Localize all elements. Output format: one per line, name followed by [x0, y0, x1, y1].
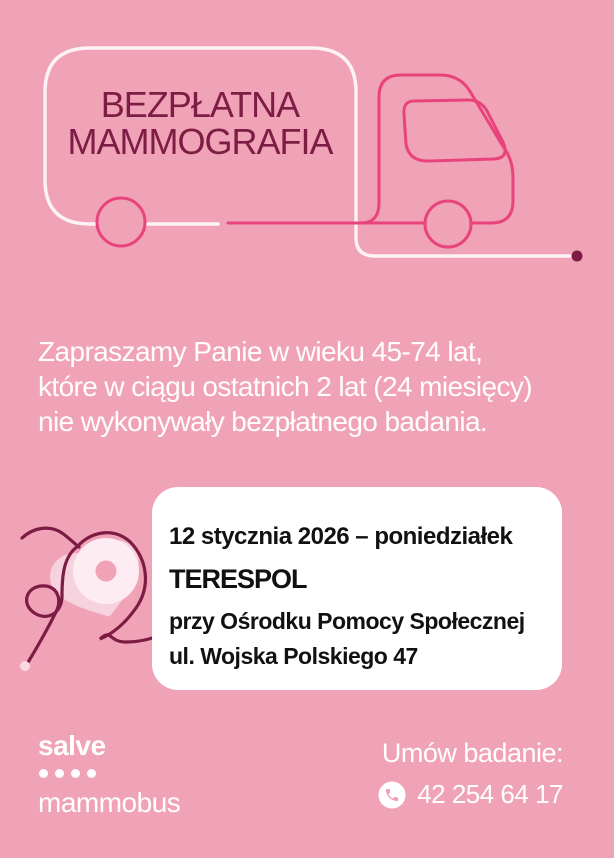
truck-window-outline — [404, 100, 505, 161]
ribbon-end-dot — [20, 661, 30, 671]
invitation-line: nie wykonywały bezpłatnego badania. — [38, 406, 488, 437]
event-date: 12 stycznia 2026 – poniedziałek — [169, 523, 513, 550]
invitation-line: które w ciągu ostatnich 2 lat (24 miesięcy) — [38, 371, 532, 402]
brand-logo-dots — [39, 769, 180, 778]
phone-number: 42 254 64 17 — [417, 779, 563, 809]
poster-title — [44, 86, 356, 160]
heart-center-dot — [96, 561, 117, 582]
event-card — [152, 487, 562, 690]
invitation-line: Zapraszamy Panie w wieku 45-74 lat, — [38, 336, 483, 367]
brand-dot — [71, 769, 80, 778]
contact-cta-label: Umów badanie: — [381, 738, 563, 768]
event-address: ul. Wojska Polskiego 47 — [169, 643, 418, 669]
truck-front-wheel — [425, 201, 471, 247]
event-city: TERESPOL — [169, 564, 307, 594]
line-end-dot — [572, 251, 583, 262]
phone-icon — [378, 781, 406, 809]
brand-logo-mammobus: mammobus — [38, 787, 181, 818]
brand-logo-salve: salve — [38, 730, 106, 761]
brand-dot — [87, 769, 96, 778]
truck-rear-wheel — [97, 198, 145, 246]
ribbon-line-lobe — [22, 528, 79, 547]
contact-phone-row — [378, 779, 563, 810]
event-venue: przy Ośrodku Pomocy Społecznej — [169, 608, 525, 634]
invitation-text — [38, 334, 532, 439]
brand-block — [38, 730, 180, 819]
truck-cab-outline — [361, 75, 513, 223]
poster-title-line1: BEZPŁATNA — [100, 84, 300, 125]
brand-dot — [55, 769, 64, 778]
brand-dot — [39, 769, 48, 778]
contact-block — [378, 738, 563, 810]
poster-title-line2: MAMMOGRAFIA — [67, 121, 333, 162]
